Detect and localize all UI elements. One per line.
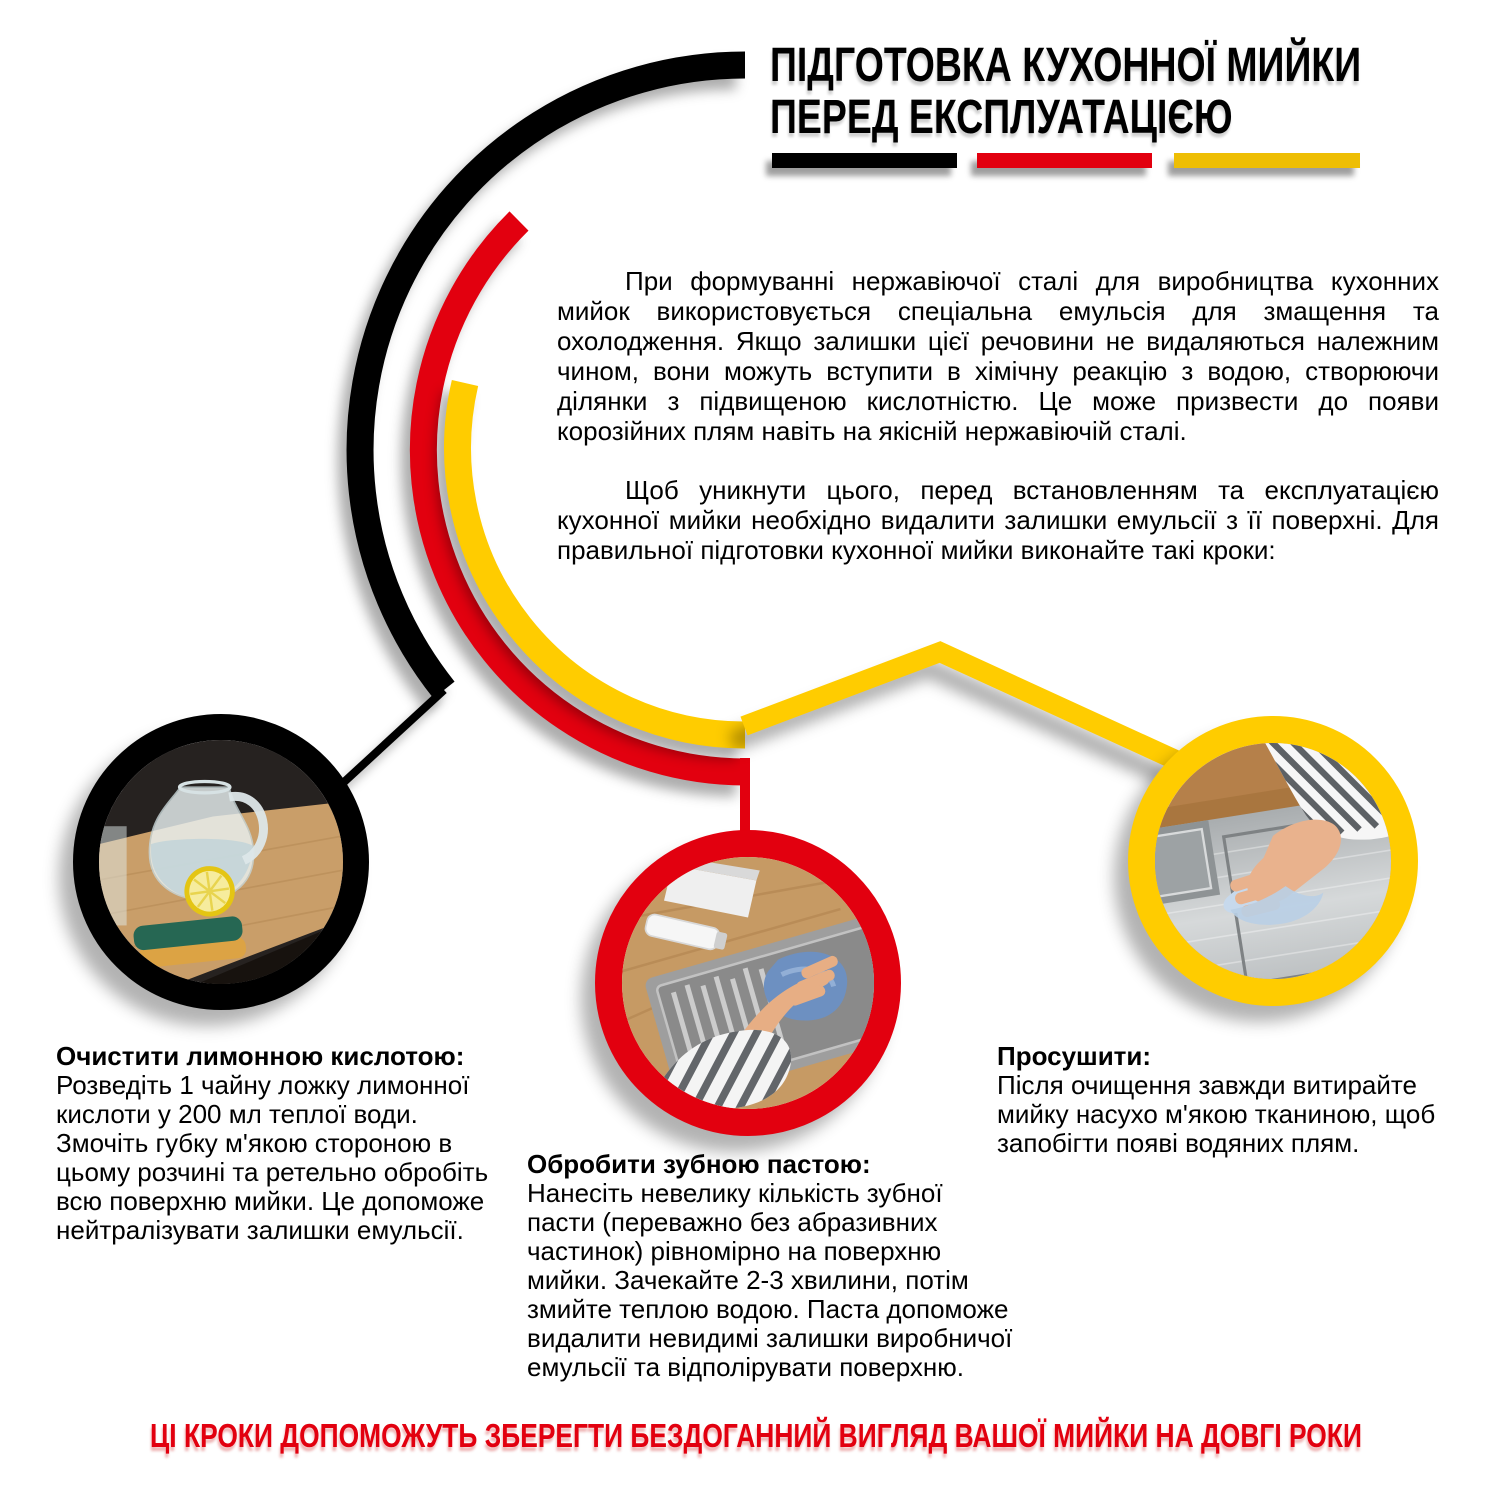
- toothpaste-sink-photo: [622, 857, 874, 1109]
- page-title: [770, 40, 1361, 144]
- drying-sink-photo: [1155, 743, 1391, 979]
- page-title-line-2: ПЕРЕД ЕКСПЛУАТАЦІЄЮ: [770, 91, 1233, 144]
- step1-heading: Очистити лимонною кислотою:: [56, 1041, 465, 1071]
- page-title-line-1: ПІДГОТОВКА КУХОННОЇ МИЙКИ: [770, 39, 1362, 92]
- step1-text-block: [56, 1042, 506, 1245]
- title-underline-yellow-bar: [1174, 153, 1360, 168]
- step2-text-block: [527, 1150, 1015, 1382]
- step3-text-block: [997, 1042, 1469, 1158]
- step2-heading: Обробити зубною пастою:: [527, 1149, 871, 1179]
- step1-body: Розведіть 1 чайну ложку лимонної кислоти у 200 мл теплої води. Змочіть губку м'якою стороною в цьому розчині та ретельно обробіть всю поверхню мийки. Це допоможе нейтралізувати залишки емульсії.: [56, 1070, 489, 1245]
- intro-paragraph-1: При формуванні нержавіючої сталі для виробництва кухонних мийок використовується спеціальна емульсія для змащення та охолодження. Якщо залишки цієї речовини не видаляються належним чином, вони можуть вступити в хімічну реакцію з водою, створюючи ділянки з підвищеною кислотністю. Це може призвести до появи корозійних плям навіть на якісній нержавіючій сталі.: [557, 266, 1439, 446]
- intro-paragraph-2: Щоб уникнути цього, перед встановленням та експлуатацією кухонної мийки необхідно видалити залишки емульсії з її поверхні. Для правильної підготовки кухонної мийки виконайте такі кроки:: [557, 475, 1439, 565]
- step3-heading: Просушити:: [997, 1041, 1152, 1071]
- title-underline-black-bar: [772, 153, 957, 168]
- step3-photo-circle: [1128, 716, 1418, 1006]
- step2-photo-circle: [595, 830, 901, 1136]
- pitcher-lemon-sponge-photo: [99, 740, 343, 984]
- title-underline-red-bar: [977, 153, 1152, 168]
- yellow-connector-line: [744, 652, 1180, 762]
- step1-photo-circle: [73, 714, 369, 1010]
- intro-text: [557, 266, 1439, 594]
- step2-body: Нанесіть невелику кількість зубної пасти (переважно без абразивних частинок) рівномірно на поверхню мийки. Зачекайте 2-3 хвилини, потім змийте теплою водою. Паста допоможе видалити невидимі залишки виробничої емульсії та відполірувати поверхню.: [527, 1178, 1013, 1382]
- footer-slogan: ЦІ КРОКИ ДОПОМОЖУТЬ ЗБЕРЕГТИ БЕЗДОГАННИЙ ВИГЛЯД ВАШОЇ МИЙКИ НА ДОВГІ РОКИ: [150, 1417, 1362, 1454]
- step3-body: Після очищення завжди витирайте мийку насухо м'якою тканиною, щоб запобігти появі водяних плям.: [997, 1070, 1436, 1158]
